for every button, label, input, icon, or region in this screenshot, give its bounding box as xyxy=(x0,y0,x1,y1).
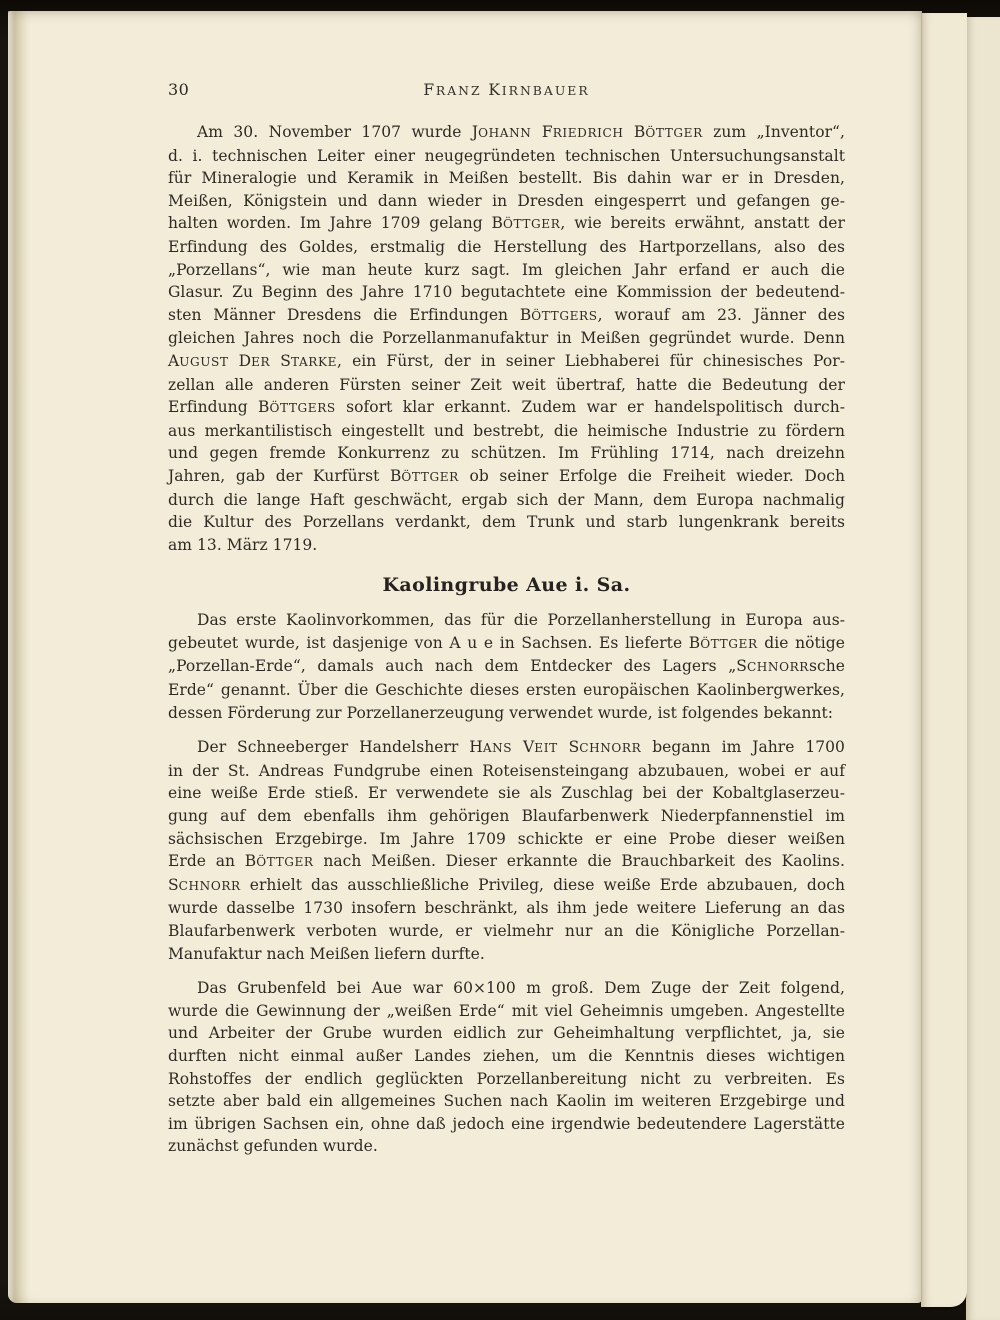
text-line: Blaufarbenwerk verboten wurde, er vielmehr nur an die Königliche Porzellan- xyxy=(168,922,845,940)
text-line: Das Grubenfeld bei Aue war 60×100 m groß. Dem Zuge der Zeit folgend, xyxy=(197,979,845,998)
text-line: Erde an BÖTTGER nach Meißen. Dieser erkannte die Brauchbarkeit des Kaolins. xyxy=(168,852,845,871)
page-number: 30 xyxy=(168,80,190,99)
text-line: „Porzellan-Erde“, damals auch nach dem Entdecker des Lagers „SCHNORRsche xyxy=(168,657,845,676)
text-line: Jahren, gab der Kurfürst BÖTTGER ob seiner Erfolge die Freiheit wieder. Doch xyxy=(168,466,845,485)
text-line: d. i. technischen Leiter einer neugegründeten technischen Untersuchungsanstalt xyxy=(168,146,845,165)
text-line: die Kultur des Porzellans verdankt, dem Trunk und starb lungenkrank bereits xyxy=(168,513,845,532)
text-line: setzte aber bald ein allgemeines Suchen nach Kaolin im weiteren Erzgebirge und xyxy=(168,1092,845,1111)
text-line: wurde dasselbe 1730 insofern beschränkt, als ihm jede weitere Lieferung an das xyxy=(168,899,845,918)
text-line: Der Schneeberger Handelsherr HANS VEIT SCHNORR begann im Jahre 1700 xyxy=(197,738,845,757)
text-line: AUGUST DER STARKE, ein Fürst, der in seiner Liebhaberei für chinesisches Por- xyxy=(168,351,845,370)
text-line: gebeutet wurde, ist dasjenige von A u e in Sachsen. Es lieferte BÖTTGER die nötige xyxy=(168,633,845,652)
text-line: gung auf dem ebenfalls ihm gehörigen Blaufarbenwerk Niederpfannenstiel im xyxy=(168,807,845,826)
text-line: sten Männer Dresdens die Erfindungen BÖTTGERS, worauf am 23. Jänner des xyxy=(168,305,845,324)
page-header xyxy=(168,80,845,102)
text-line: sächsischen Erzgebirge. Im Jahre 1709 schickte er eine Probe dieser weißen xyxy=(168,829,845,848)
text-line: Erfindung des Goldes, erstmalig die Herstellung des Hartporzellans, also des xyxy=(168,237,845,256)
page-content xyxy=(168,121,845,1158)
next-page-edge xyxy=(921,13,967,1307)
text-line: durften nicht einmal außer Landes ziehen, um die Kenntnis dieses wichtigen xyxy=(168,1046,845,1065)
page-content-column xyxy=(168,80,845,1158)
text-line: aus merkantilistisch eingestellt und bestrebt, die heimische Industrie zu fördern xyxy=(168,421,845,440)
text-line: SCHNORR erhielt das ausschließliche Privileg, diese weiße Erde abzubauen, doch xyxy=(168,875,845,894)
text-line: gleichen Jahres noch die Porzellanmanufaktur in Meißen gegründet wurde. Denn xyxy=(168,329,845,348)
book-page xyxy=(8,11,922,1303)
running-header: FRANZ KIRNBAUER xyxy=(423,81,590,99)
paragraph xyxy=(168,609,845,724)
text-line: Rohstoffes der endlich geglückten Porzellanbereitung nicht zu verbreiten. Es xyxy=(168,1069,845,1088)
paragraph xyxy=(168,977,845,1158)
text-line: Erfindung BÖTTGERS sofort klar erkannt. Zudem war er handelspolitisch durch- xyxy=(168,398,846,417)
text-line: „Porzellans“, wie man heute kurz sagt. Im gleichen Jahr erfand er auch die xyxy=(168,260,845,279)
text-line: am 13. März 1719. xyxy=(168,535,318,554)
text-line: im übrigen Sachsen ein, ohne daß jedoch eine irgendwie bedeutendere Lagerstätte xyxy=(168,1114,845,1133)
text-line: Meißen, Königstein und dann wieder in Dresden eingesperrt und gefangen ge- xyxy=(168,191,845,210)
text-line: Glasur. Zu Beginn des Jahre 1710 begutachtete eine Kommission der bedeutend- xyxy=(168,283,845,302)
text-line: wurde die Gewinnung der „weißen Erde“ mit viel Geheimnis umgeben. Angestellte xyxy=(168,1001,845,1020)
text-line: und gegen fremde Konkurrenz zu schützen. Im Frühling 1714, nach dreizehn xyxy=(168,444,845,463)
text-line: und Arbeiter der Grube wurden eidlich zur Geheimhaltung verpflichtet, ja, sie xyxy=(168,1024,845,1043)
paragraph xyxy=(168,736,845,965)
text-line: zellan alle anderen Fürsten seiner Zeit weit übertraf, hatte die Bedeutung der xyxy=(168,375,845,394)
page-left-edge-shadow xyxy=(8,11,30,1303)
text-line: für Mineralogie und Keramik in Meißen bestellt. Bis dahin war er in Dresden, xyxy=(168,169,845,188)
text-line: Erde“ genannt. Über die Geschichte dieses ersten europäischen Kaolinbergwerkes, xyxy=(168,681,845,700)
text-line: zunächst gefunden wurde. xyxy=(168,1137,378,1156)
text-line: durch die lange Haft geschwächt, ergab sich der Mann, dem Europa nachmalig xyxy=(168,490,845,509)
text-line: Am 30. November 1707 wurde JOHANN FRIEDRICH BÖTTGER zum „Inventor“, xyxy=(197,123,845,141)
text-line: halten worden. Im Jahre 1709 gelang BÖTTGER, wie bereits erwähnt, anstatt der xyxy=(168,214,845,233)
text-line: eine weiße Erde stieß. Er verwendete sie als Zuschlag bei der Kobaltglaserzeu- xyxy=(168,784,845,803)
section-heading: Kaolingrube Aue i. Sa. xyxy=(382,574,631,597)
text-line: dessen Förderung zur Porzellanerzeugung verwendet wurde, ist folgendes bekannt: xyxy=(168,703,834,722)
text-line: in der St. Andreas Fundgrube einen Roteisensteingang abzubauen, wobei er auf xyxy=(168,761,845,780)
paragraph xyxy=(168,121,845,556)
text-line: Das erste Kaolinvorkommen, das für die Porzellanherstellung in Europa aus- xyxy=(197,611,845,630)
underlying-page-edge xyxy=(966,17,1000,1320)
text-line: Manufaktur nach Meißen liefern durfte. xyxy=(168,944,485,963)
